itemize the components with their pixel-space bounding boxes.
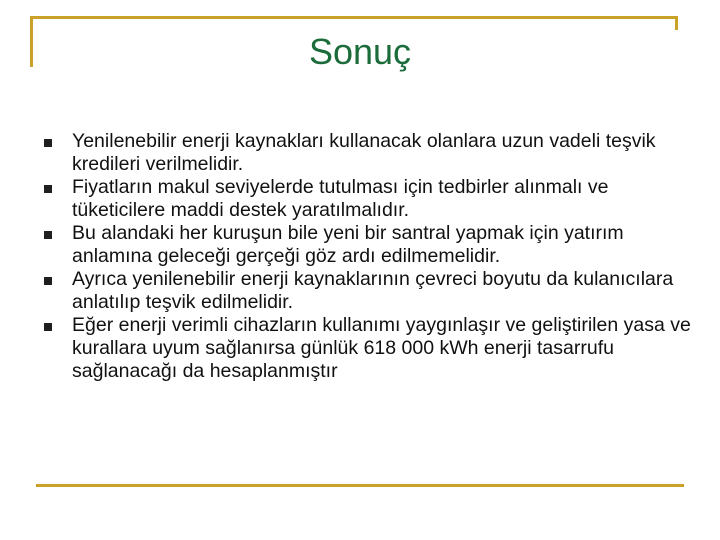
bullet-text: Ayrıca yenilenebilir enerji kaynaklarının çevreci boyutu da kulanıcılara anlatılıp teşvik edilmelidir. (72, 268, 674, 313)
bullet-item (44, 176, 694, 222)
bullet-text: Eğer enerji verimli cihazların kullanımı yaygınlaşır ve geliştirilen yasa ve kurallara uyum sağlanırsa günlük 618 000 kWh enerji tasarrufu sağlanacağı da hesaplanmıştır (72, 314, 691, 382)
bullet-list (44, 130, 694, 383)
bullet-text: Yenilenebilir enerji kaynakları kullanacak olanlara uzun vadeli teşvik kredileri verilmelidir. (72, 130, 656, 175)
bullet-item (44, 222, 694, 268)
bullet-text: Fiyatların makul seviyelerde tutulması için tedbirler alınmalı ve tüketicilere maddi destek yaratılmalıdır. (72, 176, 609, 221)
frame-bottom-line (36, 484, 684, 487)
square-bullet-icon (44, 231, 52, 239)
bullet-item (44, 314, 694, 383)
bullet-text: Bu alandaki her kuruşun bile yeni bir santral yapmak için yatırım anlamına geleceği gerçeği göz ardı edilmemelidir. (72, 222, 624, 267)
square-bullet-icon (44, 139, 52, 147)
bullet-item (44, 268, 694, 314)
slide-title: Sonuç (308, 31, 412, 72)
frame-top-line (30, 16, 678, 19)
bullet-item (44, 130, 694, 176)
square-bullet-icon (44, 185, 52, 193)
square-bullet-icon (44, 277, 52, 285)
square-bullet-icon (44, 323, 52, 331)
